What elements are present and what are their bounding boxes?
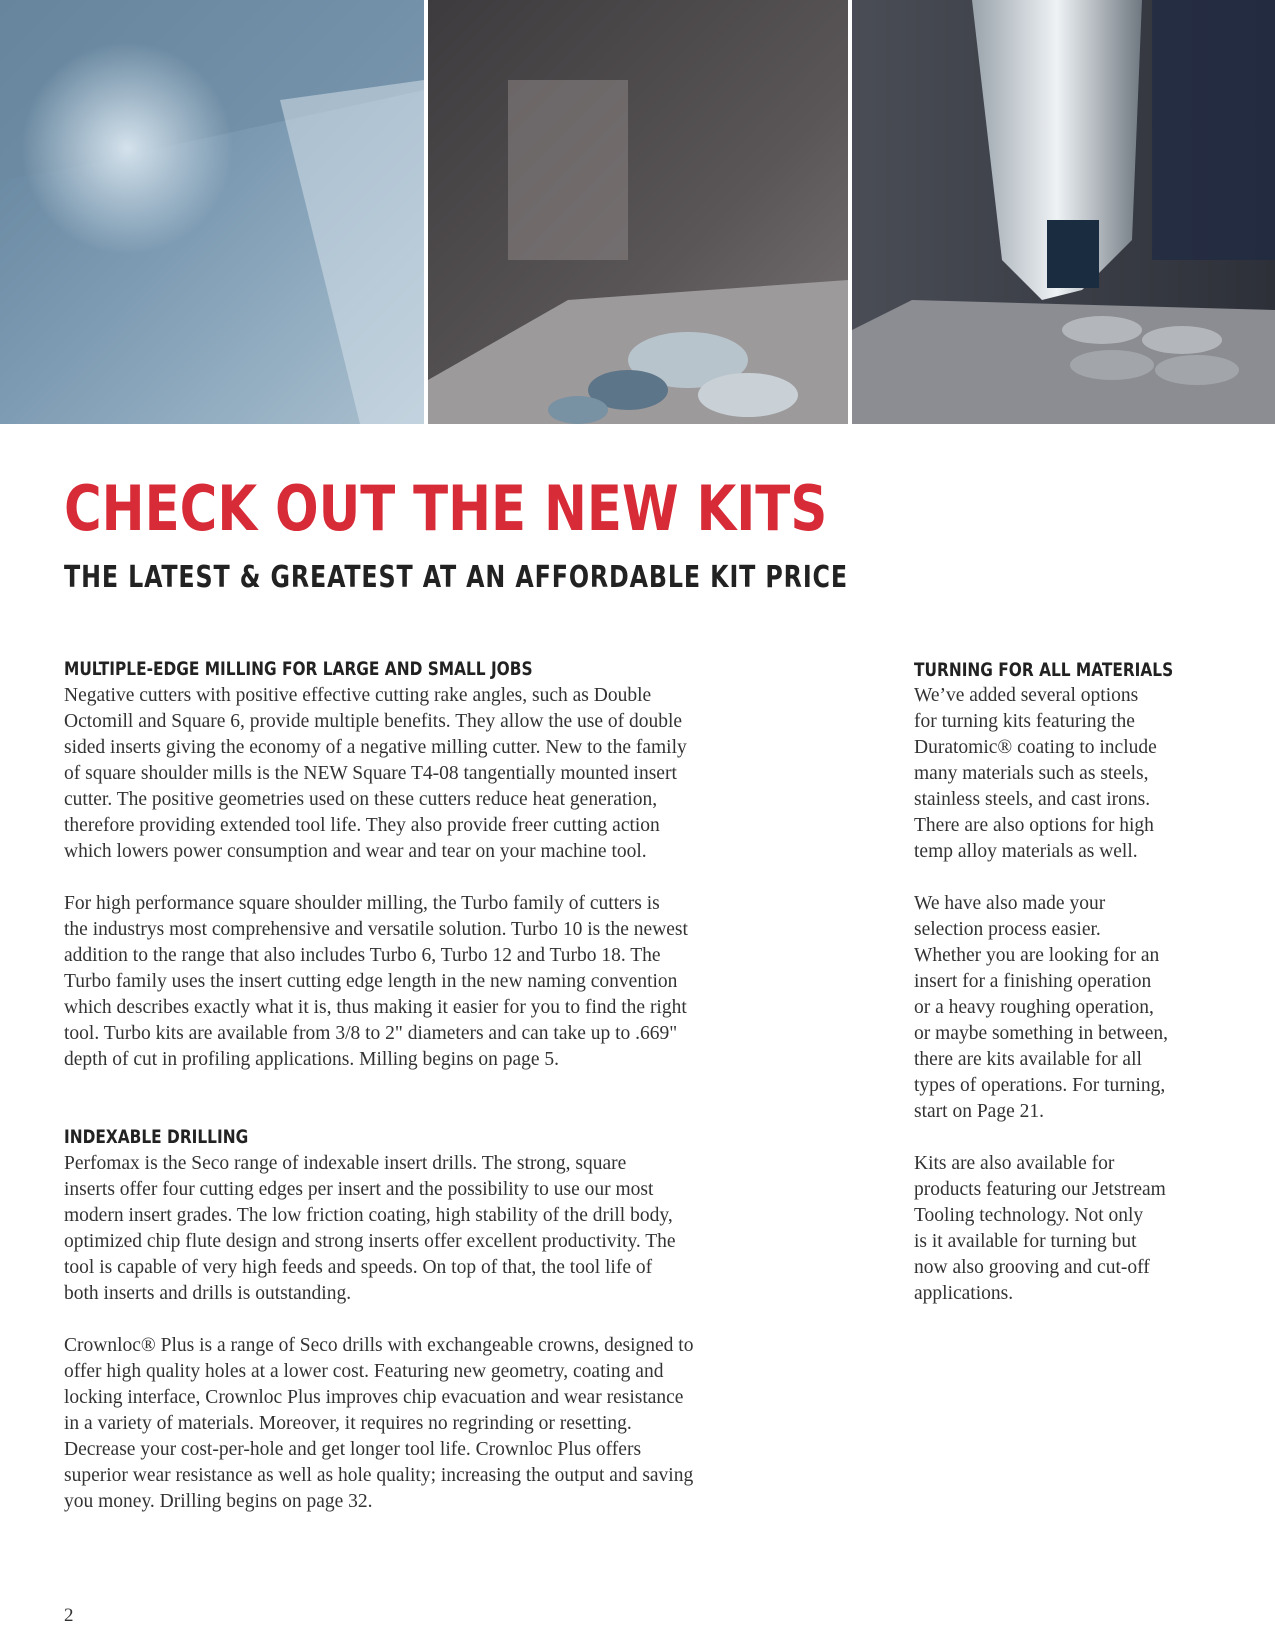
milling-paragraph-2: For high performance square shoulder milling, the Turbo family of cutters is the industrys most comprehensive and versatile solution. Turbo 10 is the newest addition to the range that also includes Turbo 6, Turbo 12 and Turbo 18. The Turbo family uses the insert cutting edge length in the new naming convention which describes exactly what it is, thus making it easier for you to find the right tool. Turbo kits are available from 3/8 to 2" diameters and can take up to .669" depth of cut in profiling applications. Milling begins on page 5. bbox=[64, 893, 688, 1070]
turning-paragraph-2: We have also made your selection process easier. Whether you are looking for an insert for a finishing operation or a heavy roughing operation, or maybe something in between, there are kits available for all types of operations. For turning, start on Page 21. bbox=[914, 893, 1168, 1122]
section-title-turning: TURNING FOR ALL MATERIALS bbox=[914, 659, 1174, 681]
turning-paragraph-1: We’ve added several options for turning kits featuring the Duratomic® coating to include many materials such as steels, stainless steels, and cast irons. There are also options for high temp alloy materials as well. bbox=[914, 685, 1157, 862]
page-title: CHECK OUT THE NEW KITS bbox=[64, 472, 828, 545]
drilling-paragraph-2: Crownloc® Plus is a range of Seco drills with exchangeable crowns, designed to offer high quality holes at a lower cost. Featuring new geometry, coating and locking interface, Crownloc Plus improves chip evacuation and wear resistance in a variety of materials. Moreover, it requires no regrinding or resetting. Decrease your cost-per-hole and get longer tool life. Crownloc Plus offers superior wear resistance as well as hole quality; increasing the output and saving you money. Drilling begins on page 32. bbox=[64, 1335, 694, 1512]
milling-paragraph-1: Negative cutters with positive effective cutting rake angles, such as Double Octomill and Square 6, provide multiple benefits. They allow the use of double sided inserts giving the economy of a negative milling cutter. New to the family of square shoulder mills is the NEW Square T4-08 tangentially mounted insert cutter. The positive geometries used on these cutters reduce heat generation, therefore providing extended tool life. They also provide freer cutting action which lowers power consumption and wear and tear on your machine tool. bbox=[64, 685, 687, 862]
photo-milling-machine bbox=[0, 0, 424, 424]
turning-paragraph-3: Kits are also available for products featuring our Jetstream Tooling technology. Not only is it available for turning but now also grooving and cut-off applications. bbox=[914, 1153, 1166, 1304]
photo-metal-chips bbox=[428, 0, 848, 424]
section-title-milling: MULTIPLE-EDGE MILLING FOR LARGE AND SMALL JOBS bbox=[64, 658, 533, 680]
section-title-drilling: INDEXABLE DRILLING bbox=[64, 1126, 249, 1148]
drilling-paragraph-1: Perfomax is the Seco range of indexable insert drills. The strong, square inserts offer four cutting edges per insert and the possibility to use our most modern insert grades. The low friction coating, high stability of the drill body, optimized chip flute design and strong inserts offer excellent productivity. The tool is capable of very high feeds and speeds. On top of that, the tool life of both inserts and drills is outstanding. bbox=[64, 1153, 676, 1304]
header-photo-strip bbox=[0, 0, 1275, 424]
photo-drill-bit bbox=[852, 0, 1275, 424]
page-number: 2 bbox=[64, 1605, 74, 1626]
page-subtitle: THE LATEST & GREATEST AT AN AFFORDABLE KIT PRICE bbox=[64, 560, 848, 595]
